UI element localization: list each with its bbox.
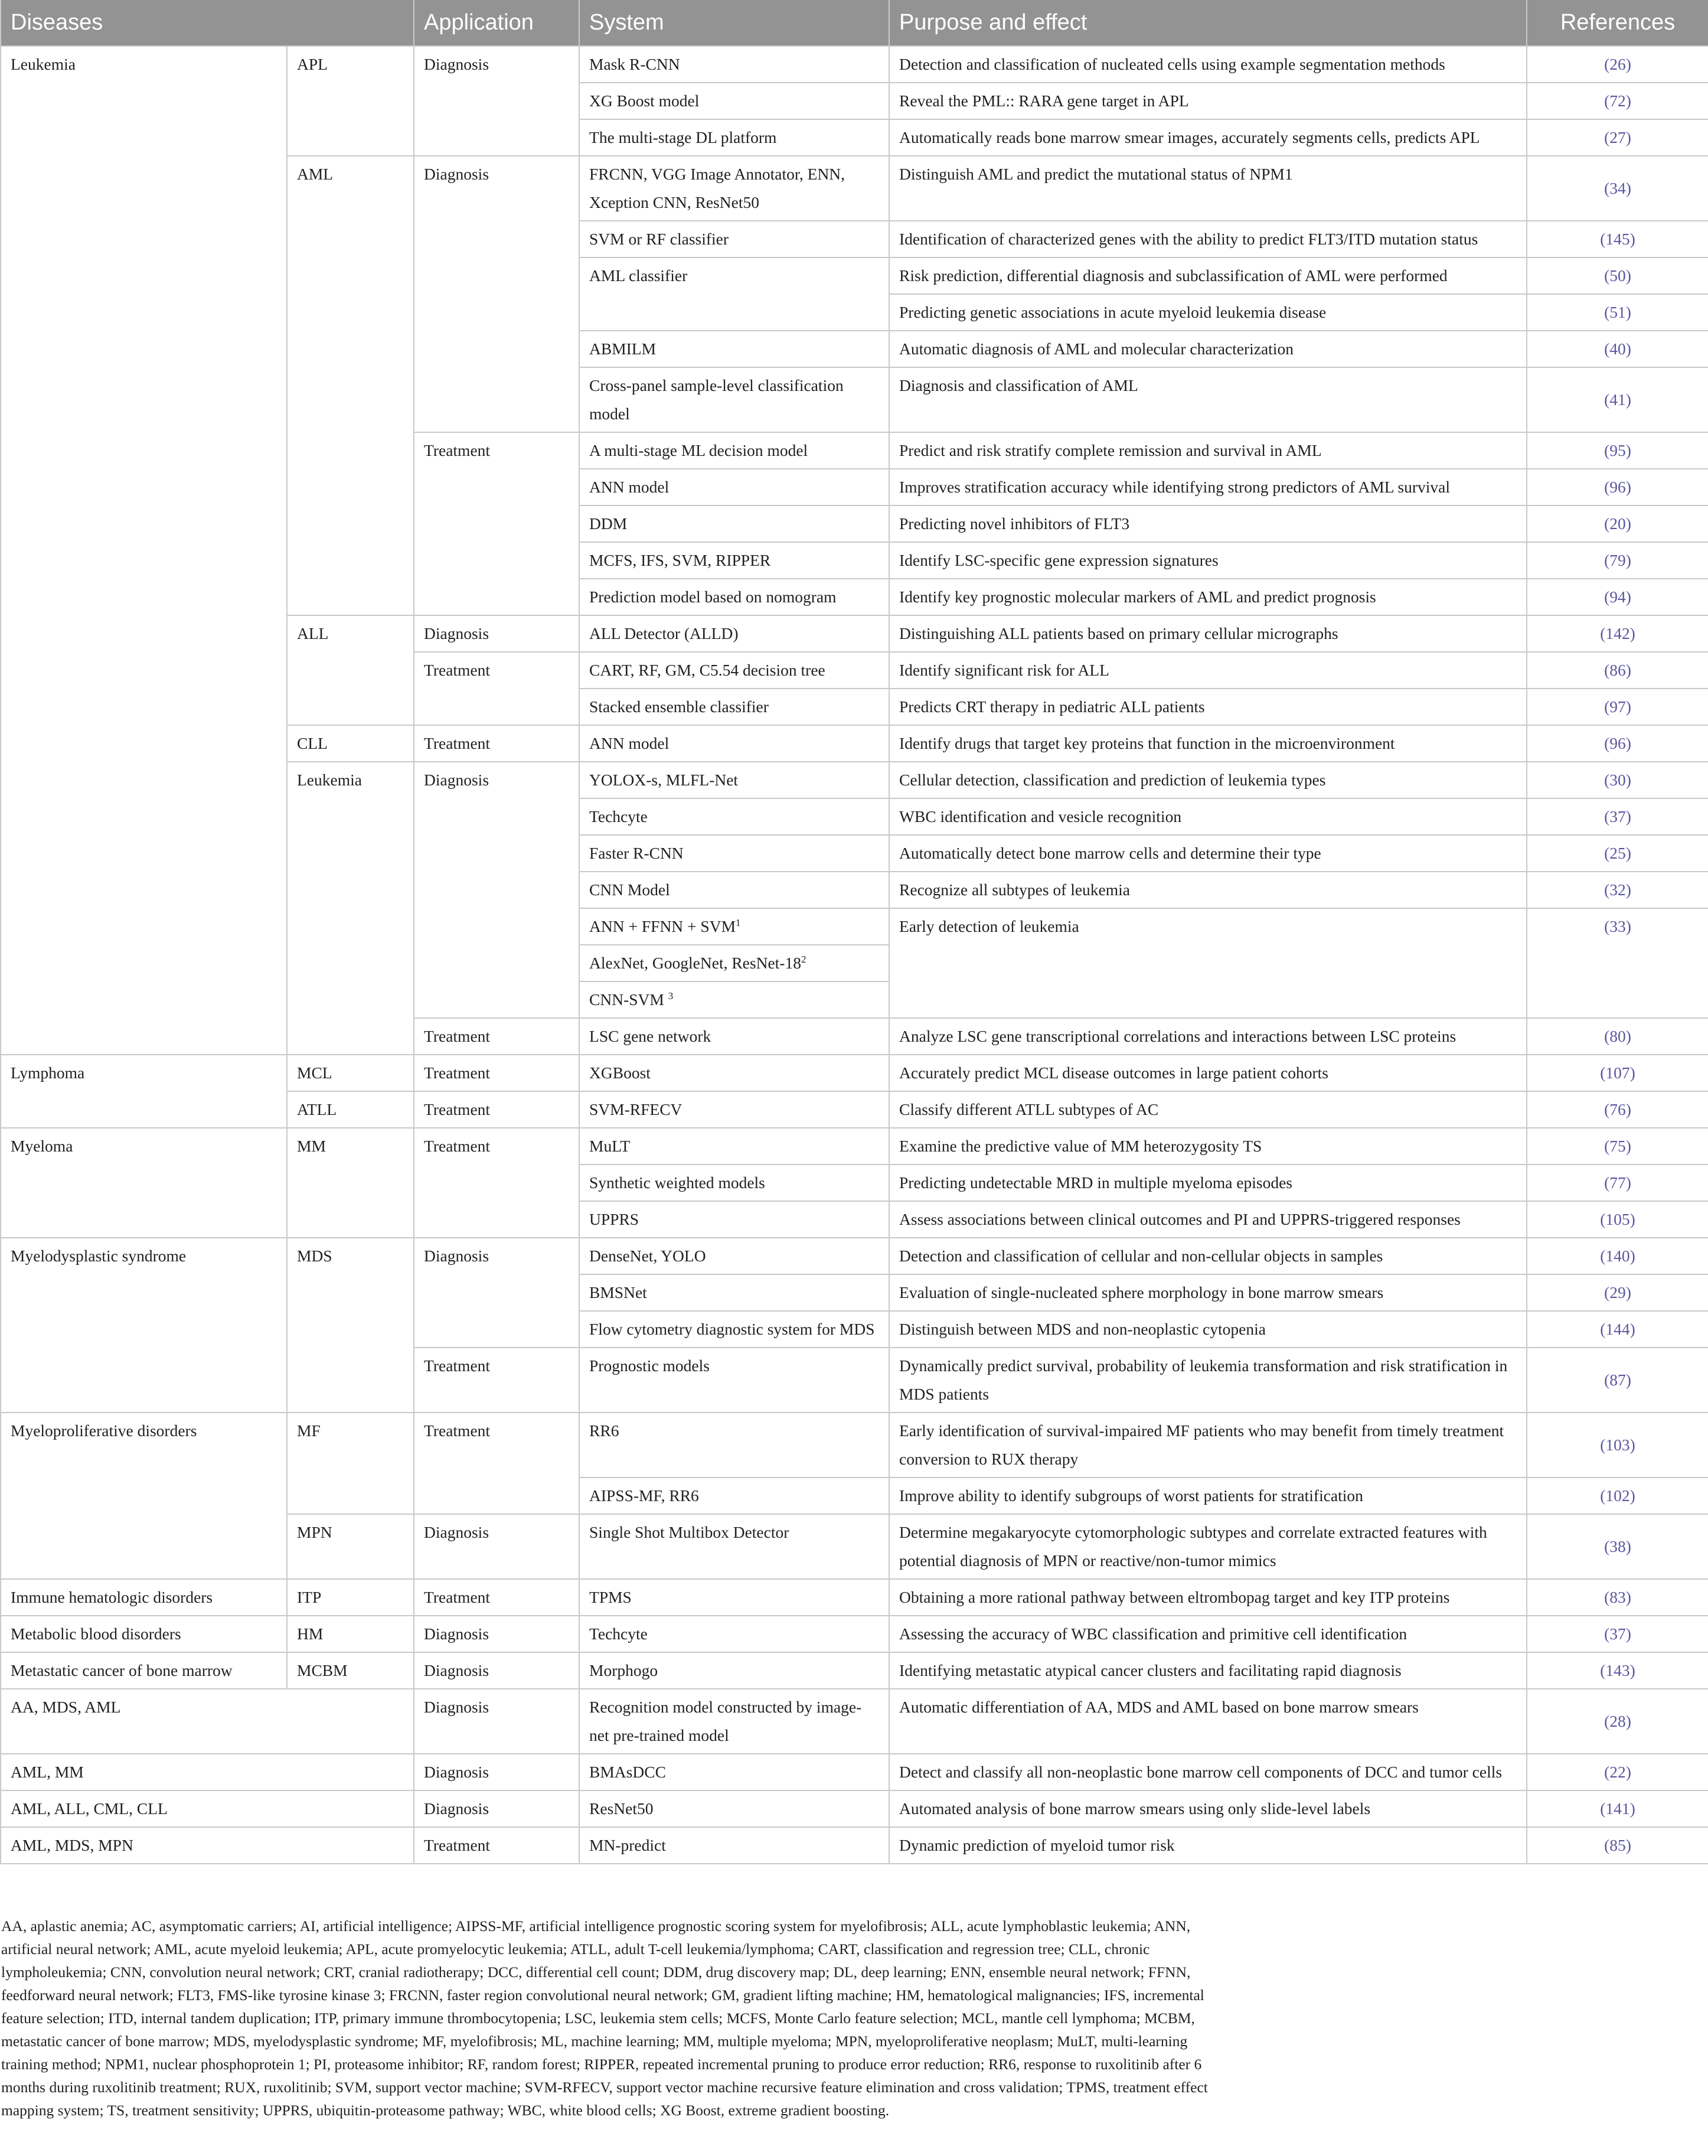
disease-cell: AA, MDS, AML [1,1689,414,1754]
reference-link[interactable]: (29) [1527,1274,1708,1311]
reference-link[interactable]: (107) [1527,1055,1708,1091]
application-cell: Treatment [414,1128,579,1238]
application-cell: Treatment [414,652,579,725]
subtype-cell: Leukemia [287,762,414,1055]
system-cell: Stacked ensemble classifier [579,689,889,725]
system-cell [579,908,889,945]
table-header-row [1,0,1708,46]
system-cell: RR6 [579,1413,889,1477]
reference-link[interactable]: (37) [1527,798,1708,835]
footnote-marker: 3 [668,990,674,1002]
application-cell: Diagnosis [414,156,579,432]
reference-link[interactable]: (94) [1527,579,1708,615]
subtype-cell: APL [287,46,414,156]
system-cell: Cross-panel sample-level classification model [579,367,889,432]
system-cell: Morphogo [579,1652,889,1689]
system-cell: Synthetic weighted models [579,1165,889,1201]
purpose-cell: Distinguish AML and predict the mutational status of NPM1 [889,156,1527,221]
system-cell: Single Shot Multibox Detector [579,1514,889,1579]
application-cell: Diagnosis [414,1790,579,1827]
reference-link[interactable]: (51) [1527,294,1708,331]
purpose-cell: Automatic diagnosis of AML and molecular characterization [889,331,1527,367]
system-cell: TPMS [579,1579,889,1616]
disease-cell: AML, MDS, MPN [1,1827,414,1864]
disease-cell: Leukemia [1,46,287,1055]
reference-link[interactable]: (33) [1527,908,1708,1018]
purpose-cell: Accurately predict MCL disease outcomes in large patient cohorts [889,1055,1527,1091]
purpose-cell: Cellular detection, classification and prediction of leukemia types [889,762,1527,798]
disease-cell: Myelodysplastic syndrome [1,1238,287,1413]
table-row [1,1616,1708,1652]
reference-link[interactable]: (143) [1527,1652,1708,1689]
system-cell: Techcyte [579,1616,889,1652]
purpose-cell: Identify significant risk for ALL [889,652,1527,689]
system-cell: CNN Model [579,872,889,908]
subtype-cell: ATLL [287,1091,414,1128]
system-cell: Techcyte [579,798,889,835]
application-cell: Diagnosis [414,1238,579,1348]
subtype-cell: AML [287,156,414,615]
purpose-cell: WBC identification and vesicle recognition [889,798,1527,835]
system-cell: ANN model [579,725,889,762]
purpose-cell: Early detection of leukemia [889,908,1527,1018]
application-cell: Diagnosis [414,46,579,156]
reference-link[interactable]: (22) [1527,1754,1708,1790]
reference-link[interactable]: (38) [1527,1514,1708,1579]
subtype-cell: ALL [287,615,414,725]
purpose-cell: Predicts CRT therapy in pediatric ALL patients [889,689,1527,725]
application-cell: Treatment [414,1348,579,1413]
system-cell: XG Boost model [579,83,889,119]
table-row [1,1652,1708,1689]
system-cell: Flow cytometry diagnostic system for MDS [579,1311,889,1348]
system-text: CNN-SVM [589,990,668,1009]
purpose-cell: Predicting undetectable MRD in multiple myeloma episodes [889,1165,1527,1201]
table-row [1,1238,1708,1274]
application-cell: Treatment [414,1827,579,1864]
system-cell: FRCNN, VGG Image Annotator, ENN, Xception CNN, ResNet50 [579,156,889,221]
reference-link[interactable]: (83) [1527,1579,1708,1616]
system-cell: DenseNet, YOLO [579,1238,889,1274]
reference-link[interactable]: (25) [1527,835,1708,872]
reference-link[interactable]: (144) [1527,1311,1708,1348]
reference-link[interactable]: (97) [1527,689,1708,725]
application-cell: Treatment [414,1091,579,1128]
header-system: System [579,0,889,46]
disease-cell: AML, ALL, CML, CLL [1,1790,414,1827]
reference-link[interactable]: (75) [1527,1128,1708,1165]
purpose-cell: Classify different ATLL subtypes of AC [889,1091,1527,1128]
system-cell: Prognostic models [579,1348,889,1413]
purpose-cell: Evaluation of single-nucleated sphere morphology in bone marrow smears [889,1274,1527,1311]
header-purpose: Purpose and effect [889,0,1527,46]
purpose-cell: Examine the predictive value of MM heterozygosity TS [889,1128,1527,1165]
purpose-cell: Obtaining a more rational pathway between eltrombopag target and key ITP proteins [889,1579,1527,1616]
subtype-cell: MCBM [287,1652,414,1689]
system-cell: YOLOX-s, MLFL-Net [579,762,889,798]
purpose-cell: Dynamic prediction of myeloid tumor risk [889,1827,1527,1864]
reference-link[interactable]: (77) [1527,1165,1708,1201]
purpose-cell: Identify LSC-specific gene expression signatures [889,542,1527,579]
system-text: ANN + FFNN + SVM [589,917,736,935]
table-row [1,1754,1708,1790]
purpose-cell: Recognize all subtypes of leukemia [889,872,1527,908]
system-cell [579,945,889,981]
disease-cell: Metabolic blood disorders [1,1616,287,1652]
purpose-cell: Detection and classification of cellular and non-cellular objects in samples [889,1238,1527,1274]
reference-link[interactable]: (76) [1527,1091,1708,1128]
purpose-cell: Identify drugs that target key proteins that function in the microenvironment [889,725,1527,762]
table-row [1,46,1708,83]
system-cell [579,981,889,1018]
application-cell: Diagnosis [414,762,579,1018]
application-cell: Diagnosis [414,615,579,652]
reference-link[interactable]: (20) [1527,505,1708,542]
footnote-marker: 1 [736,916,741,928]
subtype-cell: MDS [287,1238,414,1413]
purpose-cell: Reveal the PML:: RARA gene target in APL [889,83,1527,119]
reference-link[interactable]: (34) [1527,156,1708,221]
purpose-cell: Automated analysis of bone marrow smears using only slide-level labels [889,1790,1527,1827]
purpose-cell: Identifying metastatic atypical cancer clusters and facilitating rapid diagnosis [889,1652,1527,1689]
purpose-cell: Diagnosis and classification of AML [889,367,1527,432]
system-cell: ResNet50 [579,1790,889,1827]
purpose-cell: Analyze LSC gene transcriptional correlations and interactions between LSC proteins [889,1018,1527,1055]
reference-link[interactable]: (50) [1527,257,1708,294]
footnote-marker: 2 [801,953,806,965]
system-cell: XGBoost [579,1055,889,1091]
application-cell: Diagnosis [414,1689,579,1754]
reference-link[interactable]: (26) [1527,46,1708,83]
reference-link[interactable]: (41) [1527,367,1708,432]
table-row [1,1128,1708,1165]
purpose-cell: Improves stratification accuracy while identifying strong predictors of AML survival [889,469,1527,505]
system-cell: CART, RF, GM, C5.54 decision tree [579,652,889,689]
system-cell: Faster R-CNN [579,835,889,872]
application-cell: Diagnosis [414,1754,579,1790]
subtype-cell: ITP [287,1579,414,1616]
header-application: Application [414,0,579,46]
system-cell: MuLT [579,1128,889,1165]
purpose-cell: Assess associations between clinical outcomes and PI and UPPRS-triggered responses [889,1201,1527,1238]
purpose-cell: Automatically detect bone marrow cells and determine their type [889,835,1527,872]
subtype-cell: MPN [287,1514,414,1579]
application-cell: Treatment [414,432,579,615]
application-cell: Treatment [414,1018,579,1055]
disease-cell: Metastatic cancer of bone marrow [1,1652,287,1689]
reference-link[interactable]: (95) [1527,432,1708,469]
purpose-cell: Automatic differentiation of AA, MDS and AML based on bone marrow smears [889,1689,1527,1754]
purpose-cell: Detection and classification of nucleated cells using example segmentation methods [889,46,1527,83]
disease-cell: Immune hematologic disorders [1,1579,287,1616]
purpose-cell: Predicting novel inhibitors of FLT3 [889,505,1527,542]
application-cell: Treatment [414,1413,579,1514]
reference-link[interactable]: (85) [1527,1827,1708,1864]
table-footnote: AA, aplastic anemia; AC, asymptomatic carriers; AI, artificial intelligence; AIPSS-MF, artificial intelligence prognostic scoring system for myelofibrosis; ALL, acute lymphoblastic leukemia; ANN, artificial neural network; AML, acute myeloid leukemia; APL, acute promyelocytic leukemia; ATLL, adult T-cell leukemia/lymphoma; CART, classification and regression tree; CLL, chronic lympholeukemia; CNN, convolution neural network; CRT, cranial radiotherapy; DCC, differential cell count; DDM, drug discovery map; DL, deep learning; ENN, ensemble neural network; FFNN, feedforward neural network; FLT3, FMS-like tyrosine kinase 3; FRCNN, faster region convolutional neural network; GM, gradient lifting machine; HM, hematological malignancies; IFS, incremental feature selection; ITD, internal tandem duplication; ITP, primary immune thrombocytopenia; LSC, leukemia stem cells; MCFS, Monte Carlo feature selection; MCL, mantle cell lymphoma; MCBM, metastatic cancer of bone marrow; MDS, myelodysplastic syndrome; MF, myelofibrosis; ML, machine learning; MM, multiple myeloma; MPN, myeloproliferative neoplasm; MuLT, multi-learning training method; NPM1, nuclear phosphoprotein 1; PI, proteasome inhibitor; RF, random forest; RIPPER, repeated incremental pruning to produce error reduction; RR6, response to ruxolitinib after 6 months during ruxolitinib treatment; RUX, ruxolitinib; SVM, support vector machine; SVM-RFECV, support vector machine recursive feature elimination and cross validation; TPMS, treatment effect mapping system; TS, treatment sensitivity; UPPRS, ubiquitin-proteasome pathway; WBC, white blood cells; XG Boost, extreme gradient boosting. [1,1917,1208,2119]
application-cell: Diagnosis [414,1514,579,1579]
purpose-cell: Detect and classify all non-neoplastic bone marrow cell components of DCC and tumor cells [889,1754,1527,1790]
table-row [1,1689,1708,1754]
table-row [1,1827,1708,1864]
header-diseases: Diseases [1,0,414,46]
table-row [1,1055,1708,1091]
purpose-cell: Assessing the accuracy of WBC classification and primitive cell identification [889,1616,1527,1652]
system-cell: BMSNet [579,1274,889,1311]
reference-link[interactable]: (32) [1527,872,1708,908]
disease-cell: Myeloproliferative disorders [1,1413,287,1579]
subtype-cell: MF [287,1413,414,1514]
system-cell: A multi-stage ML decision model [579,432,889,469]
system-cell: AML classifier [579,257,889,331]
subtype-cell: MCL [287,1055,414,1091]
reference-link[interactable]: (28) [1527,1689,1708,1754]
application-cell: Diagnosis [414,1616,579,1652]
system-cell: MCFS, IFS, SVM, RIPPER [579,542,889,579]
purpose-cell: Predict and risk stratify complete remission and survival in AML [889,432,1527,469]
purpose-cell: Predicting genetic associations in acute myeloid leukemia disease [889,294,1527,331]
reference-link[interactable]: (102) [1527,1477,1708,1514]
reference-link[interactable]: (145) [1527,221,1708,257]
system-text: AlexNet, GoogleNet, ResNet-18 [589,954,801,972]
reference-link[interactable]: (142) [1527,615,1708,652]
system-cell: Mask R-CNN [579,46,889,83]
reference-link[interactable]: (79) [1527,542,1708,579]
purpose-cell: Early identification of survival-impaired MF patients who may benefit from timely treatment conversion to RUX therapy [889,1413,1527,1477]
purpose-cell: Distinguishing ALL patients based on primary cellular micrographs [889,615,1527,652]
purpose-cell: Distinguish between MDS and non-neoplastic cytopenia [889,1311,1527,1348]
disease-cell: Myeloma [1,1128,287,1238]
system-cell: DDM [579,505,889,542]
application-cell: Diagnosis [414,1652,579,1689]
application-cell: Treatment [414,1055,579,1091]
system-cell: ALL Detector (ALLD) [579,615,889,652]
subtype-cell: HM [287,1616,414,1652]
system-cell: UPPRS [579,1201,889,1238]
reference-link[interactable]: (37) [1527,1616,1708,1652]
purpose-cell: Identification of characterized genes with the ability to predict FLT3/ITD mutation status [889,221,1527,257]
system-cell: BMAsDCC [579,1754,889,1790]
system-cell: SVM-RFECV [579,1091,889,1128]
reference-link[interactable]: (72) [1527,83,1708,119]
purpose-cell: Dynamically predict survival, probability of leukemia transformation and risk stratification in MDS patients [889,1348,1527,1413]
system-cell: MN-predict [579,1827,889,1864]
application-cell: Treatment [414,725,579,762]
purpose-cell: Improve ability to identify subgroups of worst patients for stratification [889,1477,1527,1514]
system-cell: ANN model [579,469,889,505]
system-cell: LSC gene network [579,1018,889,1055]
reference-link[interactable]: (30) [1527,762,1708,798]
purpose-cell: Identify key prognostic molecular markers of AML and predict prognosis [889,579,1527,615]
system-cell: Prediction model based on nomogram [579,579,889,615]
reference-link[interactable]: (140) [1527,1238,1708,1274]
reference-link[interactable]: (86) [1527,652,1708,689]
reference-link[interactable]: (96) [1527,725,1708,762]
table-row [1,1790,1708,1827]
reference-link[interactable]: (27) [1527,119,1708,156]
disease-cell: AML, MM [1,1754,414,1790]
table-row [1,1413,1708,1477]
table-row [1,1579,1708,1616]
system-cell: Recognition model constructed by image-net pre-trained model [579,1689,889,1754]
subtype-cell: CLL [287,725,414,762]
reference-link[interactable]: (96) [1527,469,1708,505]
purpose-cell: Risk prediction, differential diagnosis and subclassification of AML were performed [889,257,1527,294]
application-cell: Treatment [414,1579,579,1616]
system-cell: ABMILM [579,331,889,367]
subtype-cell: MM [287,1128,414,1238]
reference-link[interactable]: (87) [1527,1348,1708,1413]
system-cell: The multi-stage DL platform [579,119,889,156]
header-references: References [1527,0,1708,46]
system-cell: AIPSS-MF, RR6 [579,1477,889,1514]
purpose-cell: Determine megakaryocyte cytomorphologic subtypes and correlate extracted features with potential diagnosis of MPN or reactive/non-tumor mimics [889,1514,1527,1579]
reference-link[interactable]: (80) [1527,1018,1708,1055]
reference-link[interactable]: (40) [1527,331,1708,367]
reference-link[interactable]: (103) [1527,1413,1708,1477]
purpose-cell: Automatically reads bone marrow smear images, accurately segments cells, predicts APL [889,119,1527,156]
reference-link[interactable]: (141) [1527,1790,1708,1827]
system-cell: SVM or RF classifier [579,221,889,257]
reference-link[interactable]: (105) [1527,1201,1708,1238]
disease-cell: Lymphoma [1,1055,287,1128]
